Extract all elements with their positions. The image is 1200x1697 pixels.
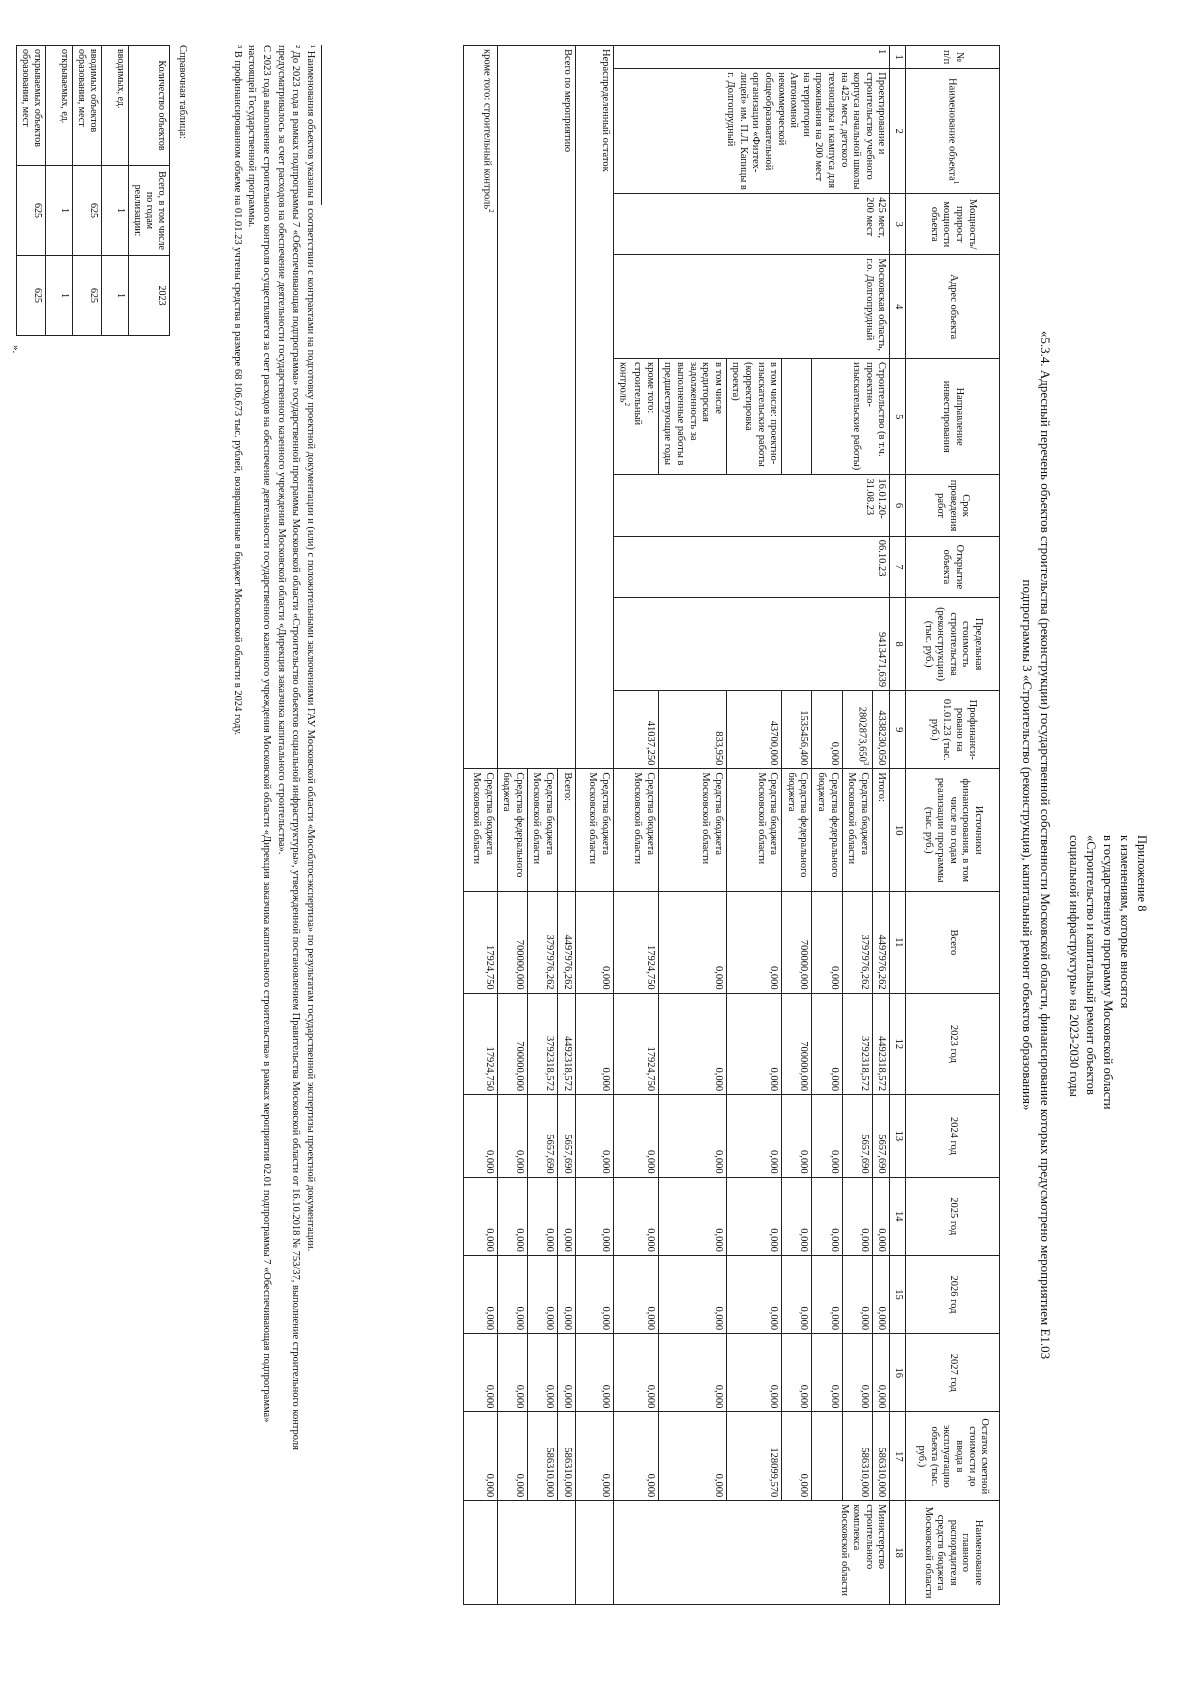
col-header: Мощность/ прирост мощности объекта	[906, 194, 1000, 255]
financed-value: 1535456,400	[782, 691, 812, 769]
cell-2024: 5657,690	[558, 1095, 576, 1177]
appendix-line: в государственную программу Московской области	[1101, 835, 1116, 1110]
landscape-sheet	[0, 45, 1150, 1665]
cell-2024: 5657,690	[527, 1095, 557, 1177]
footnote: С 2023 года выполнение строительного контроля осуществляется за счет расходов на обеспечение деятельности государственного казенного учреждения Московской области «Дирекция заказчика капитального строительства» в рамках мероприятия 02.01 подпрограммы 7 «Обеспечивающая подпрограмма»	[260, 45, 272, 1423]
title-line: подпрограммы 3 «Строительство (реконструкция), капитальный ремонт объектов образования»	[1020, 579, 1036, 1111]
reference-table-title: Справочная таблица:	[177, 45, 188, 139]
financed-value: 833,950	[658, 691, 726, 769]
cell-total: 0,000	[726, 892, 781, 994]
cell-2025: 0,000	[872, 1177, 890, 1255]
financed-amount: 2802873,650	[856, 706, 868, 762]
direction-label: кроме того: строительный контроль	[617, 362, 656, 426]
budget-manager	[463, 1501, 497, 1605]
cell-2023: 0,000	[658, 993, 726, 1095]
column-number: 15	[890, 1255, 906, 1333]
cell-2023: 0,000	[726, 993, 781, 1095]
column-number: 9	[890, 691, 906, 769]
funding-source: Средства федерального бюджета	[782, 769, 812, 892]
cell-remaining: 586310,000	[527, 1412, 557, 1501]
cell-2027: 0,000	[558, 1334, 576, 1412]
cell-2025: 0,000	[558, 1177, 576, 1255]
cell-2026: 0,000	[558, 1255, 576, 1333]
cell-total: 17924,750	[613, 892, 658, 994]
cell-2026: 0,000	[658, 1255, 726, 1333]
cell-2023: 4492318,572	[558, 993, 576, 1095]
cell-total: 625	[17, 166, 46, 256]
column-number: 2	[890, 69, 906, 194]
cell-2023: 0,000	[575, 993, 613, 1095]
cell-2024: 0,000	[497, 1095, 527, 1177]
cell-2026: 0,000	[497, 1255, 527, 1333]
table-row	[575, 46, 613, 1605]
cell-2026: 0,000	[613, 1255, 658, 1333]
limit-cost: 9413471,639	[613, 598, 890, 691]
funding-source: Средства бюджета Московской области	[658, 769, 726, 892]
appendix-line: социальной инфраструктуры» на 2023-2030 годы	[1067, 835, 1082, 1097]
row-label: открываемых, ед.	[46, 46, 73, 166]
opening-date: 06.10.23	[613, 536, 890, 597]
budget-manager	[575, 1501, 613, 1605]
footnote-mark: 2	[486, 209, 495, 213]
cell-2024: 0,000	[726, 1095, 781, 1177]
cell-2024: 0,000	[658, 1095, 726, 1177]
footnote-separator	[321, 45, 322, 205]
cell-remaining: 0,000	[613, 1412, 658, 1501]
cell-2025: 0,000	[575, 1177, 613, 1255]
footnote: настоящей Государственной программы.	[246, 45, 258, 228]
cell-remaining: 0,000	[463, 1412, 497, 1501]
column-number: 12	[890, 993, 906, 1095]
cell-2026: 0,000	[812, 1255, 842, 1333]
col-header: Срок проведения работ	[906, 475, 1000, 536]
cell-2023: 0,000	[812, 993, 842, 1095]
document-title	[1019, 45, 1054, 1645]
unallocated-label: Нераспределенный остаток	[575, 46, 613, 769]
cell-remaining: 0,000	[497, 1412, 527, 1501]
cell-remaining: 586310,000	[842, 1412, 872, 1501]
cell-2027: 0,000	[782, 1334, 812, 1412]
funding-source: Средства бюджета Московской области	[613, 769, 658, 892]
closing-quote: ».	[10, 345, 22, 354]
column-number: 18	[890, 1501, 906, 1605]
event-total-label: Всего по мероприятию	[497, 46, 575, 769]
footnote-mark: 1	[952, 180, 961, 185]
col-header: Всего	[906, 892, 1000, 994]
investment-direction: в том числе кредиторская задолженность за выполненные работы в предшествующие годы	[658, 359, 726, 475]
table-row	[872, 46, 890, 1605]
table-row	[46, 46, 73, 336]
appendix-line: к изменениям, которые вносятся	[1118, 835, 1133, 1009]
cell-2026: 0,000	[463, 1255, 497, 1333]
cell-total: 625	[73, 166, 102, 256]
cell-2023: 17924,750	[613, 993, 658, 1095]
col-header: Остаток сметной стоимости до ввода в эксплуатацию объекта (тыс. руб.)	[906, 1412, 1000, 1501]
column-number: 10	[890, 769, 906, 892]
financed-value	[842, 691, 872, 769]
col-header: № п/п	[906, 46, 1000, 69]
col-header: Всего, в том числе по годам реализации:	[129, 166, 170, 256]
cell-2023: 625	[17, 256, 46, 336]
col-header: 2023 год	[906, 993, 1000, 1095]
footnote-mark: 3	[861, 761, 870, 766]
cell-2025: 0,000	[812, 1177, 842, 1255]
footnote-mark: 2	[622, 402, 631, 407]
cell-2025: 0,000	[842, 1177, 872, 1255]
funding-source: Средства федерального бюджета	[812, 769, 842, 892]
besides-text: кроме того: строительный контроль	[481, 49, 493, 210]
cell-2027: 0,000	[527, 1334, 557, 1412]
table-row	[463, 46, 497, 1605]
col-header: 2023	[129, 256, 170, 336]
cell-total: 3797976,262	[842, 892, 872, 994]
cell-remaining: 586310,000	[872, 1412, 890, 1501]
col-header: Профинанси-ровано на 01.01.23 (тыс. руб.)	[906, 691, 1000, 769]
besides-label	[463, 46, 497, 769]
funding-source: Итого:	[872, 769, 890, 892]
cell-2023: 17924,750	[463, 993, 497, 1095]
cell-2023: 3792318,572	[527, 993, 557, 1095]
col-header	[906, 69, 1000, 194]
cell-total: 4497976,262	[558, 892, 576, 994]
col-header: Источники финансирования, в том числе по годам реализации программы (тыс. руб.)	[906, 769, 1000, 892]
cell-2024: 0,000	[812, 1095, 842, 1177]
cell-2027: 0,000	[613, 1334, 658, 1412]
reference-table	[16, 45, 170, 336]
cell-remaining: 0,000	[658, 1412, 726, 1501]
footnote: ¹ Наименования объектов указаны в соответствии с контрактами на подготовку проектной документации и (или) с положительными заключениями ГАУ Московской области «Мособлгосэкспертиза» по результатам государственной экспертизы проектной документации.	[305, 45, 316, 1252]
cell-remaining: 0,000	[782, 1412, 812, 1501]
cell-2023: 625	[73, 256, 102, 336]
cell-2027: 0,000	[463, 1334, 497, 1412]
cell-total: 700000,000	[497, 892, 527, 994]
cell-total: 0,000	[812, 892, 842, 994]
cell-2025: 0,000	[613, 1177, 658, 1255]
column-number: 8	[890, 598, 906, 691]
cell-2025: 0,000	[497, 1177, 527, 1255]
cell-total: 0,000	[575, 892, 613, 994]
col-header: Адрес объекта	[906, 255, 1000, 359]
col-header: Предельная стоимость строительства (реконструкции) (тыс. руб.)	[906, 598, 1000, 691]
object-name: Проектирование и строительство учебного корпуса начальной школы на 425 мест, детского технопарка и кампуса для проживания на 200 мест на территории Автономной некоммерческой общеобразовательной организации «Физтех-лицей» им. П.Л. Капицы в г. Долгопрудный	[613, 69, 890, 194]
table-header-row	[129, 46, 170, 336]
cell-2024: 5657,690	[872, 1095, 890, 1177]
cell-2026: 0,000	[872, 1255, 890, 1333]
footnote: предусматривалось за счет расходов на обеспечение деятельности государственного казенного учреждения Московской области «Дирекция заказчика капитального строительства».	[275, 45, 287, 855]
appendix-line: «Строительство и капитальный ремонт объектов	[1084, 835, 1099, 1095]
cell-remaining: 0,000	[575, 1412, 613, 1501]
appendix-header	[1066, 835, 1150, 1655]
column-number: 11	[890, 892, 906, 994]
cell-2024: 0,000	[782, 1095, 812, 1177]
cell-2023: 3792318,572	[842, 993, 872, 1095]
object-capacity: 425 мест, 200 мест	[613, 194, 890, 255]
financed-value: 4338230,050	[872, 691, 890, 769]
column-number: 13	[890, 1095, 906, 1177]
investment-direction: Строительство (в т.ч. проектно-изыскательские работы)	[812, 359, 890, 475]
cell-2027: 0,000	[575, 1334, 613, 1412]
title-line: «5.3.4. Адресный перечень объектов строительства (реконструкции) государственной собственности Московской области, финансирование которых предусмотрено мероприятием Е1.03	[1038, 330, 1053, 1360]
cell-2025: 0,000	[782, 1177, 812, 1255]
cell-2025: 0,000	[463, 1177, 497, 1255]
budget-manager	[497, 1501, 575, 1605]
financed-value: 41037,250	[613, 691, 658, 769]
col-header: Открытие объекта	[906, 536, 1000, 597]
table-row	[73, 46, 102, 336]
cell-2027: 0,000	[812, 1334, 842, 1412]
funding-source: Средства бюджета Московской области	[527, 769, 557, 892]
cell-2025: 0,000	[527, 1177, 557, 1255]
cell-remaining: 128099,570	[726, 1412, 781, 1501]
column-number-row	[890, 46, 906, 1605]
cell-2026: 0,000	[726, 1255, 781, 1333]
cell-2027: 0,000	[842, 1334, 872, 1412]
cell-total: 1	[46, 166, 73, 256]
investment-direction	[782, 359, 812, 475]
cell-total: 700000,000	[782, 892, 812, 994]
col-header: Наименование главного распорядителя средств бюджета Московской области	[906, 1501, 1000, 1605]
cell-2023: 700000,000	[497, 993, 527, 1095]
financed-value: 43700,000	[726, 691, 781, 769]
footnotes	[229, 45, 322, 1605]
cell-2026: 0,000	[782, 1255, 812, 1333]
table-row	[558, 46, 576, 1605]
table-header-row	[906, 46, 1000, 1605]
column-number: 1	[890, 46, 906, 69]
column-number: 5	[890, 359, 906, 475]
address-list-table	[463, 45, 1000, 1605]
col-header-label: Наименование объекта	[946, 78, 958, 181]
cell-2025: 0,000	[726, 1177, 781, 1255]
cell-2023: 1	[46, 256, 73, 336]
cell-2026: 0,000	[575, 1255, 613, 1333]
footnote: ³ В профинансированном объеме на 01.01.23 учтены средства в размере 68 106,673 тыс. рублей, возвращенные в бюджет Московской области в 2024 году.	[231, 45, 243, 736]
row-label: вводимых объектов образования, мест	[73, 46, 102, 166]
col-header: Количество объектов	[129, 46, 170, 166]
column-number: 6	[890, 475, 906, 536]
col-header: Направление инвестирования	[906, 359, 1000, 475]
table-row	[17, 46, 46, 336]
column-number: 4	[890, 255, 906, 359]
object-address: Московская область, г.о. Долгопрудный	[613, 255, 890, 359]
funding-source: Средства федерального бюджета	[497, 769, 527, 892]
column-number: 14	[890, 1177, 906, 1255]
column-number: 17	[890, 1412, 906, 1501]
cell-2024: 0,000	[613, 1095, 658, 1177]
cell-total: 1	[102, 166, 129, 256]
cell-2023: 4492318,572	[872, 993, 890, 1095]
footnote: ² До 2023 года в рамках подпрограммы 7 «Обеспечивающая подпрограмма» государственной программы Московской области «Строительство объектов социальной инфраструктуры», утвержденной постановлением Правительства Московской области от 16.10.2018 № 753/37, выполнение строительного контроля	[290, 45, 302, 1450]
financed-value: 0,000	[812, 691, 842, 769]
col-header: 2024 год	[906, 1095, 1000, 1177]
cell-2024: 5657,690	[842, 1095, 872, 1177]
cell-2023: 700000,000	[782, 993, 812, 1095]
cell-2027: 0,000	[726, 1334, 781, 1412]
cell-2023: 1	[102, 256, 129, 336]
cell-remaining	[812, 1412, 842, 1501]
column-number: 3	[890, 194, 906, 255]
table-row	[102, 46, 129, 336]
row-label: вводимых, ед.	[102, 46, 129, 166]
funding-source: Средства бюджета Московской области	[726, 769, 781, 892]
funding-source: Средства бюджета Московской области	[463, 769, 497, 892]
funding-source: Средства бюджета Московской области	[575, 769, 613, 892]
row-number: 1	[613, 46, 890, 69]
cell-2027: 0,000	[658, 1334, 726, 1412]
budget-manager: Министерство строительного комплекса Московской области	[613, 1501, 890, 1605]
row-label: открываемых объектов образования, мест	[17, 46, 46, 166]
col-header: 2025 год	[906, 1177, 1000, 1255]
col-header: 2026 год	[906, 1255, 1000, 1333]
cell-2027: 0,000	[872, 1334, 890, 1412]
funding-source: Средства бюджета Московской области	[842, 769, 872, 892]
cell-total: 17924,750	[463, 892, 497, 994]
cell-total: 3797976,262	[527, 892, 557, 994]
cell-2024: 0,000	[575, 1095, 613, 1177]
cell-remaining: 586310,000	[558, 1412, 576, 1501]
cell-2026: 0,000	[842, 1255, 872, 1333]
cell-2025: 0,000	[658, 1177, 726, 1255]
cell-total: 0,000	[658, 892, 726, 994]
investment-direction	[613, 359, 658, 475]
column-number: 16	[890, 1334, 906, 1412]
investment-direction: в том числе: проектно-изыскательские работы (корректировка проекта)	[726, 359, 781, 475]
funding-source: Всего:	[558, 769, 576, 892]
appendix-line: Приложение 8	[1135, 835, 1149, 912]
cell-2027: 0,000	[497, 1334, 527, 1412]
cell-total: 4497976,262	[872, 892, 890, 994]
work-period: 16.01.20-31.08.23	[613, 475, 890, 536]
cell-2024: 0,000	[463, 1095, 497, 1177]
column-number: 7	[890, 536, 906, 597]
cell-2026: 0,000	[527, 1255, 557, 1333]
col-header: 2027 год	[906, 1334, 1000, 1412]
